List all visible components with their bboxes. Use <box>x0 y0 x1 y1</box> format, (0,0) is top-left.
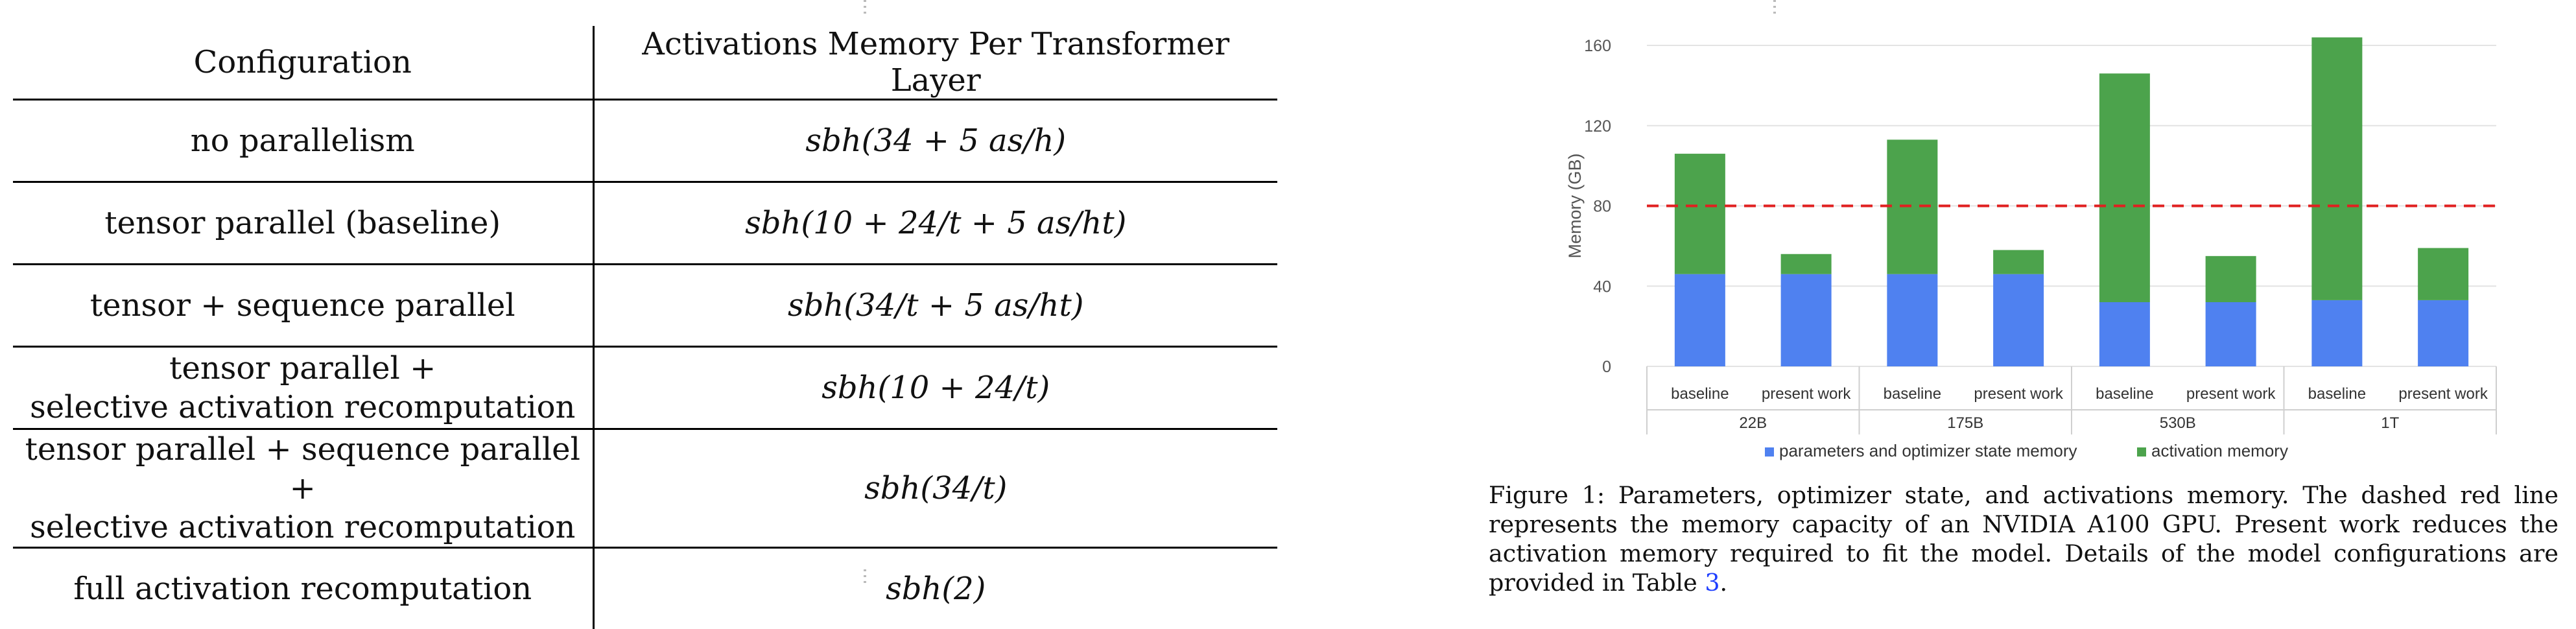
activation-memory-table-panel <box>13 26 1277 577</box>
group-label: 530B <box>2160 414 2196 432</box>
bar-parameters-memory <box>2418 300 2468 366</box>
group-label: 22B <box>1739 414 1767 432</box>
configuration-line: tensor parallel + <box>13 349 593 388</box>
configuration-line: full activation recomputation <box>13 569 593 608</box>
configuration-cell <box>13 429 593 548</box>
configuration-line: tensor parallel (baseline) <box>13 204 593 243</box>
header-activations-memory: Activations Memory Per Transformer Layer <box>593 26 1277 100</box>
legend-label: parameters and optimizer state memory <box>1779 441 2077 460</box>
configuration-cell <box>13 548 593 629</box>
bar-parameters-memory <box>1887 274 1937 366</box>
bar-parameters-memory <box>2099 302 2150 366</box>
configuration-line: no parallelism <box>13 121 593 160</box>
x-category-label: present work <box>2398 385 2488 403</box>
formula-cell: sbh(2) <box>593 548 1277 629</box>
group-label: 1T <box>2381 414 2399 432</box>
table-row <box>13 429 1277 548</box>
legend-swatch-activation <box>2137 447 2146 457</box>
configuration-line: tensor + sequence parallel <box>13 286 593 325</box>
formula-cell: sbh(10 + 24/t + 5 as/ht) <box>593 182 1277 265</box>
table-reference-link[interactable]: 3 <box>1705 569 1719 597</box>
table-row <box>13 265 1277 347</box>
table-header-row <box>13 26 1277 100</box>
figure-caption <box>1489 481 2558 598</box>
y-axis-label: Memory (GB) <box>1565 154 1585 259</box>
bar-activation-memory <box>1993 250 2044 274</box>
y-tick-label: 40 <box>1593 278 1611 296</box>
bar-activation-memory <box>2311 38 2362 300</box>
legend-label: activation memory <box>2151 441 2288 460</box>
configuration-line: selective activation recomputation <box>13 508 593 547</box>
bar-activation-memory <box>1781 254 1832 274</box>
y-tick-label: 80 <box>1593 198 1611 216</box>
x-category-label: present work <box>1974 385 2063 403</box>
bar-parameters-memory <box>2206 302 2256 366</box>
configuration-cell <box>13 100 593 182</box>
x-category-label: baseline <box>2096 385 2153 403</box>
table-row <box>13 182 1277 265</box>
formula-cell: sbh(34 + 5 as/h) <box>593 100 1277 182</box>
formula-cell: sbh(10 + 24/t) <box>593 347 1277 429</box>
x-category-label: present work <box>1762 385 1851 403</box>
configuration-cell <box>13 347 593 429</box>
table-row <box>13 100 1277 182</box>
header-configuration: Configuration <box>13 26 593 100</box>
bar-activation-memory <box>1675 154 1725 274</box>
configuration-line: selective activation recomputation <box>13 388 593 427</box>
caption-text: Figure 1: Parameters, optimizer state, and activations memory. The dashed red line represents the memory capacity of an NVIDIA A100 GPU. Present work reduces the activation memory required to fit the model. Details of the model configurations are provided in Table <box>1489 481 2558 597</box>
bar-parameters-memory <box>1781 274 1832 366</box>
bar-activation-memory <box>2418 248 2468 300</box>
bar-activation-memory <box>2206 256 2256 302</box>
x-category-label: baseline <box>1884 385 1941 403</box>
configuration-line: tensor parallel + sequence parallel + <box>13 430 593 508</box>
bar-activation-memory <box>2099 73 2150 302</box>
table-row <box>13 347 1277 429</box>
memory-chart-svg <box>1485 13 2574 480</box>
table-row <box>13 548 1277 629</box>
caption-end: . <box>1720 569 1728 597</box>
top-divider-dots <box>864 0 866 17</box>
bar-parameters-memory <box>2311 300 2362 366</box>
y-tick-label: 0 <box>1602 358 1611 376</box>
formula-cell: sbh(34/t + 5 as/ht) <box>593 265 1277 347</box>
bar-parameters-memory <box>1675 274 1725 366</box>
group-label: 175B <box>1947 414 1983 432</box>
x-category-label: baseline <box>2308 385 2366 403</box>
bar-parameters-memory <box>1993 274 2044 366</box>
x-category-label: baseline <box>1671 385 1729 403</box>
y-tick-label: 160 <box>1584 37 1611 55</box>
activation-memory-table <box>13 26 1277 629</box>
formula-cell: sbh(34/t) <box>593 429 1277 548</box>
configuration-cell <box>13 182 593 265</box>
x-category-label: present work <box>2186 385 2276 403</box>
configuration-cell <box>13 265 593 347</box>
y-tick-label: 120 <box>1584 117 1611 136</box>
legend-swatch-parameters <box>1765 447 1774 457</box>
